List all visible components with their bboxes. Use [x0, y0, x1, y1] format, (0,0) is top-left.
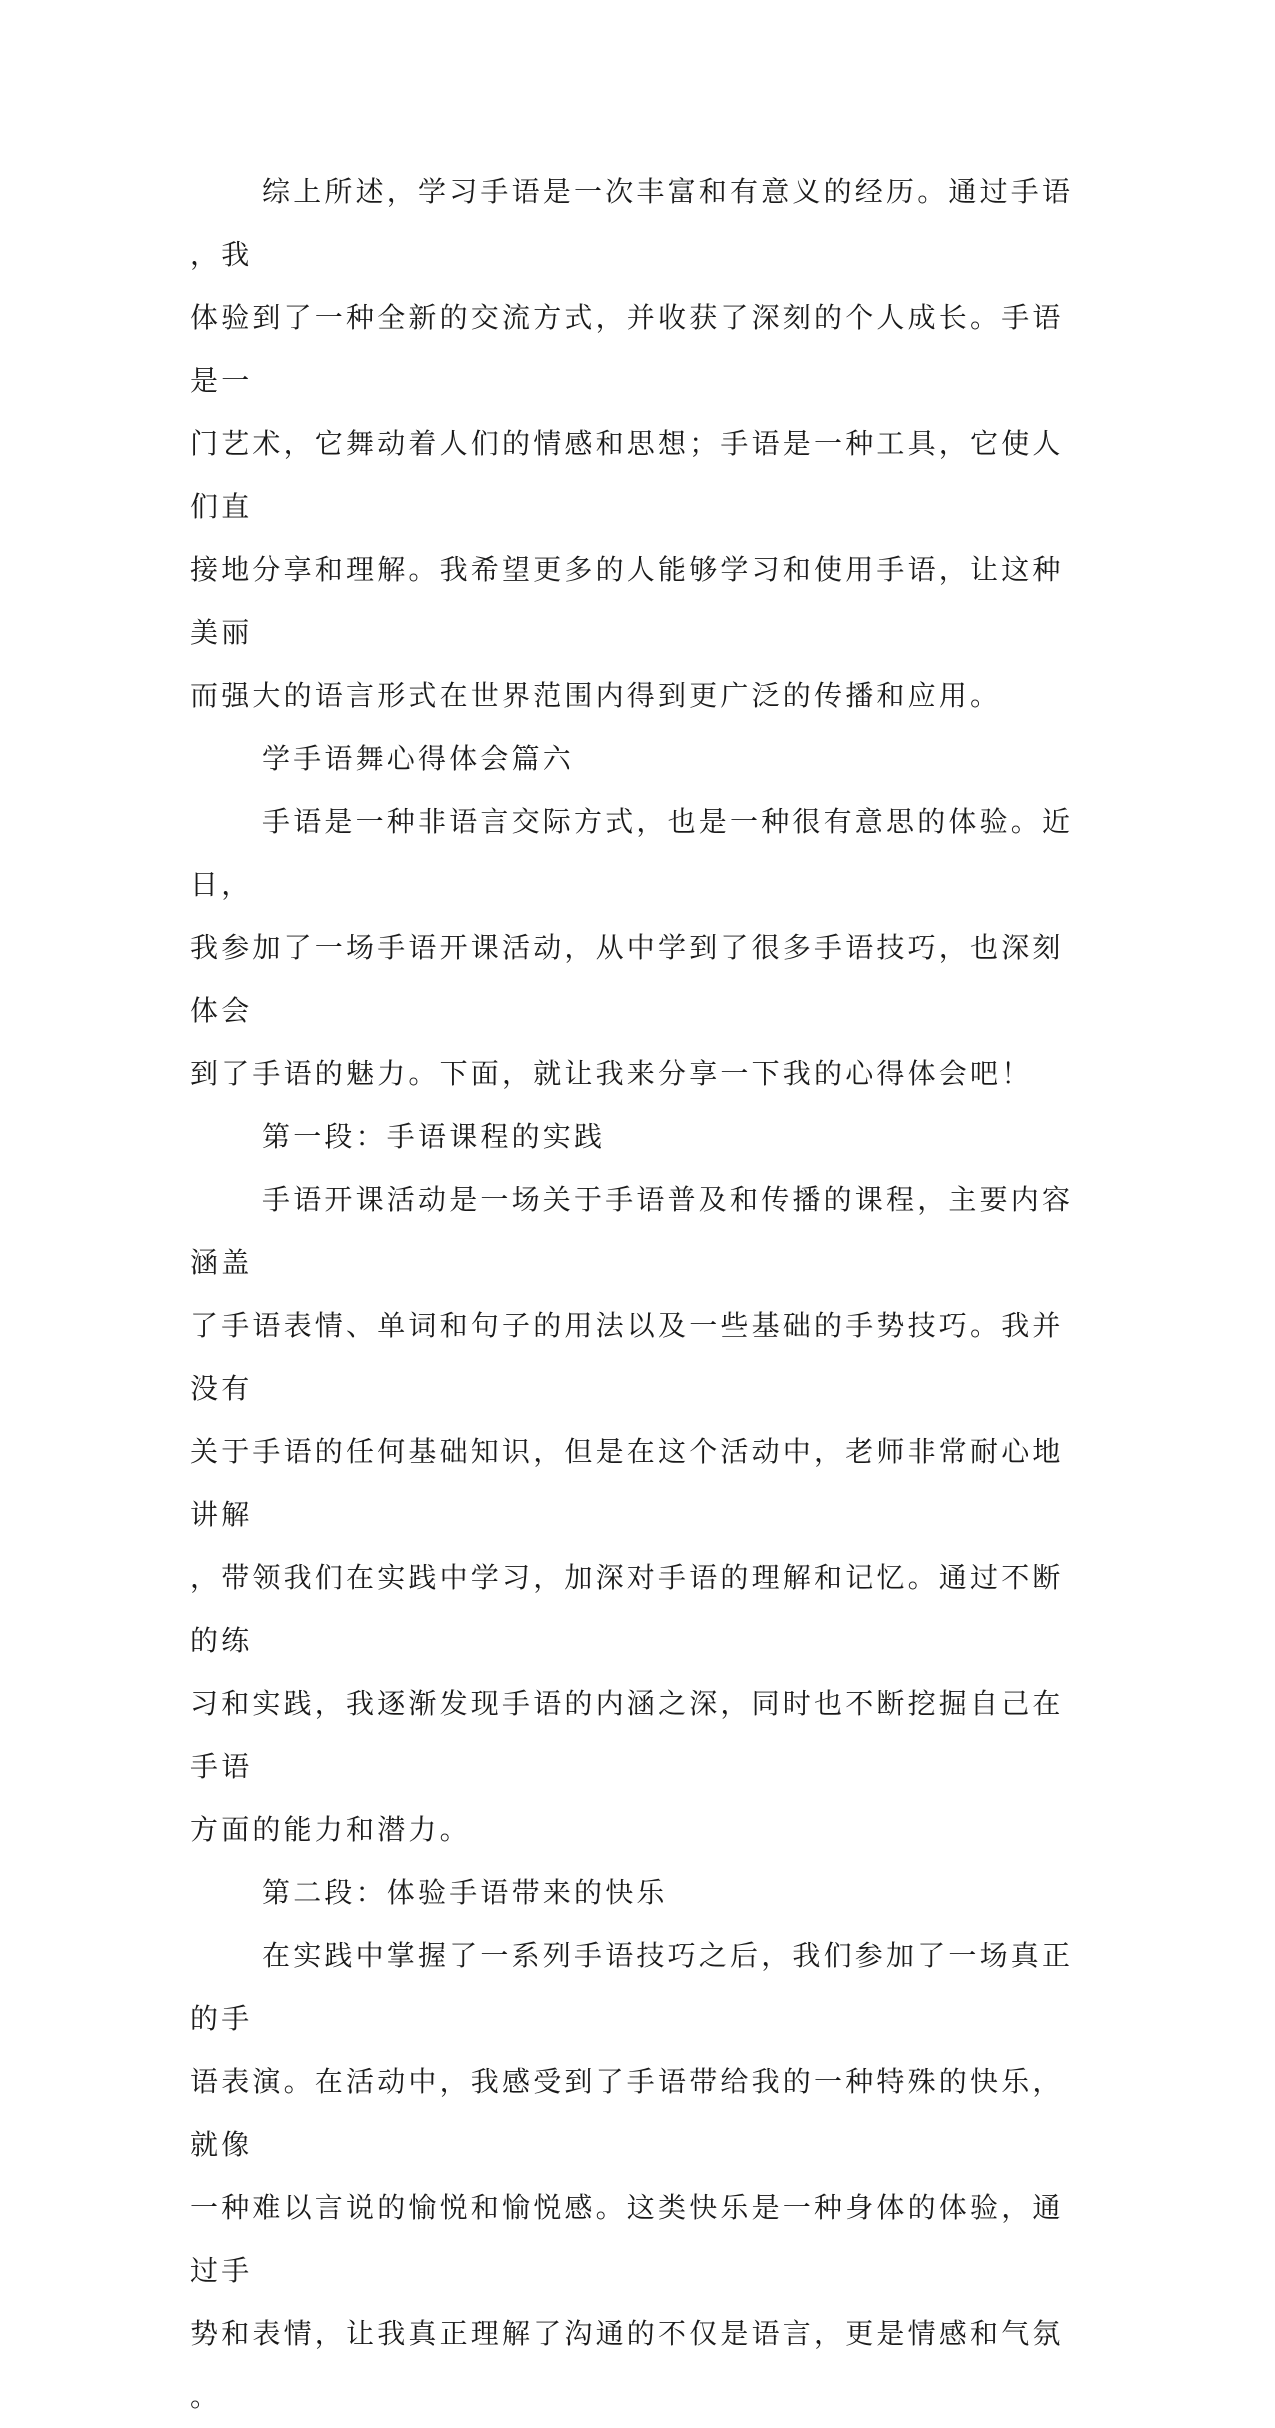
conclusion-paragraph: 综上所述，学习手语是一次丰富和有意义的经历。通过手语，我 体验到了一种全新的交流方式，并收获了深刻的个人成长。手语是一 门艺术，它舞动着人们的情感和思想；手语是一种工具，它使人们直 接地分享和理解。我希望更多的人能够学习和使用手语，让这种美丽 而强大的语言形式在世界范围内得到更广泛的传播和应用。 — [190, 175, 1074, 712]
section-title: 学手语舞心得体会篇六 — [262, 742, 575, 775]
part-two-paragraph: 在实践中掌握了一系列手语技巧之后，我们参加了一场真正的手 语表演。在活动中，我感受到了手语带给我的一种特殊的快乐，就像 一种难以言说的愉悦和愉悦感。这类快乐是一种身体的体验，通过手 势和表情，让我真正理解了沟通的不仅是语言，更是情感和气氛。 — [190, 1939, 1074, 2413]
heading-part-two: 第二段：体验手语带来的快乐 — [262, 1876, 668, 1909]
intro-paragraph: 手语是一种非语言交际方式，也是一种很有意思的体验。近日， 我参加了一场手语开课活动，从中学到了很多手语技巧，也深刻体会 到了手语的魅力。下面，就让我来分享一下我的心得体会吧！ — [190, 805, 1074, 1090]
heading-part-one: 第一段：手语课程的实践 — [262, 1120, 606, 1153]
part-one-paragraph: 手语开课活动是一场关于手语普及和传播的课程，主要内容涵盖 了手语表情、单词和句子的用法以及一些基础的手势技巧。我并没有 关于手语的任何基础知识，但是在这个活动中，老师非常耐心地讲解 ，带领我们在实践中学习，加深对手语的理解和记忆。通过不断的练 习和实践，我逐渐发现手语的内涵之深，同时也不断挖掘自己在手语 方面的能力和潜力。 — [190, 1183, 1074, 1846]
document-body — [190, 160, 1090, 2428]
